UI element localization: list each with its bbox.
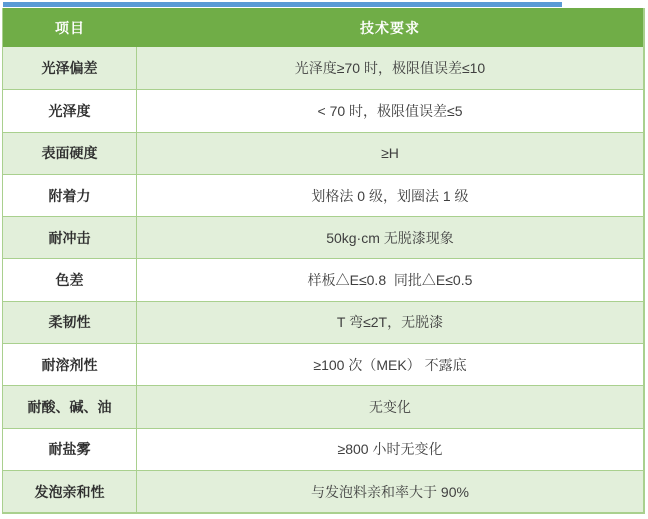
row-item-cell: 耐溶剂性 xyxy=(3,344,137,385)
row-item-cell: 光泽度 xyxy=(3,90,137,131)
header-cell-requirement: 技术要求 xyxy=(360,19,420,36)
header-cell-item: 项目 xyxy=(55,19,85,36)
row-item-cell: 光泽偏差 xyxy=(3,47,137,89)
row-requirement-cell: 划格法 0 级，划圈法 1 级 xyxy=(311,187,469,204)
table-row xyxy=(3,343,643,385)
table-header-row xyxy=(3,8,643,47)
table-row xyxy=(3,174,643,216)
table-row xyxy=(3,428,643,470)
table-body xyxy=(3,47,643,512)
row-item-cell: 附着力 xyxy=(3,175,137,216)
row-requirement-cell: 光泽度≥70 时，极限值误差≤10 xyxy=(294,60,486,77)
table-row xyxy=(3,89,643,131)
table-row xyxy=(3,216,643,258)
top-accent-bar xyxy=(3,2,562,7)
row-requirement-cell: 无变化 xyxy=(369,399,411,416)
row-requirement-cell: ≥800 小时无变化 xyxy=(337,441,443,458)
table-row xyxy=(3,132,643,174)
table-row xyxy=(3,470,643,512)
table-row xyxy=(3,301,643,343)
row-requirement-cell: 与发泡料亲和率大于 90% xyxy=(311,483,469,500)
row-item-cell: 耐盐雾 xyxy=(3,429,137,470)
row-item-cell: 柔韧性 xyxy=(3,302,137,343)
table-row xyxy=(3,47,643,89)
row-item-cell: 耐冲击 xyxy=(3,217,137,258)
row-requirement-cell: ≥H xyxy=(381,145,399,162)
row-requirement-cell: 50kg·cm 无脱漆现象 xyxy=(326,229,454,246)
row-item-cell: 色差 xyxy=(3,259,137,300)
row-item-cell: 表面硬度 xyxy=(3,133,137,174)
spec-table xyxy=(2,8,645,514)
table-row xyxy=(3,385,643,427)
row-item-cell: 耐酸、碱、油 xyxy=(3,386,137,427)
row-requirement-cell: 样板△E≤0.8 同批△E≤0.5 xyxy=(307,272,473,289)
row-requirement-cell: T 弯≤2T，无脱漆 xyxy=(336,314,444,331)
row-requirement-cell: ≥100 次（MEK） 不露底 xyxy=(313,356,467,373)
row-item-cell: 发泡亲和性 xyxy=(3,471,137,512)
table-row xyxy=(3,258,643,300)
row-requirement-cell: < 70 时，极限值误差≤5 xyxy=(317,102,463,119)
